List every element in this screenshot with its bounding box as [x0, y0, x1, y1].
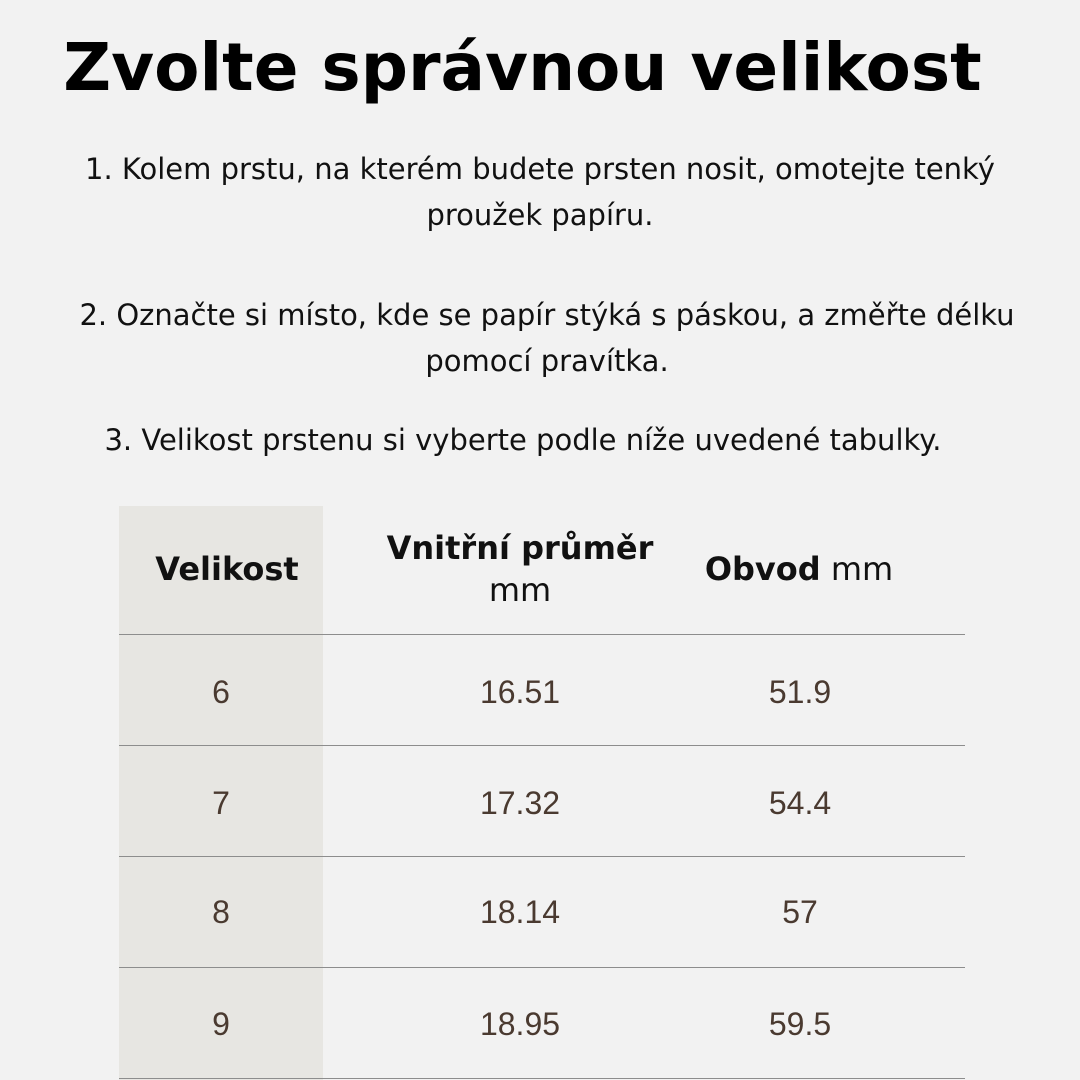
cell-inner-diameter: 18.95	[479, 1006, 561, 1042]
instruction-step-2: 2. Označte si místo, kde se papír stýká s páskou, a změřte délku pomocí pravítka.	[79, 298, 1015, 378]
header-circumference-label: Obvod	[704, 550, 821, 588]
cell-inner-diameter: 18.14	[479, 894, 561, 930]
header-inner-diameter-label: Vnitřní průměr	[386, 529, 654, 567]
header-circumference	[660, 548, 938, 590]
cell-size: 7	[212, 785, 230, 821]
row-divider	[119, 967, 965, 968]
cell-circumference: 54.4	[768, 785, 832, 821]
cell-size: 8	[212, 894, 230, 930]
header-circumference-unit: mm	[830, 550, 894, 588]
header-inner-diameter-unit: mm	[488, 571, 552, 609]
cell-inner-diameter: 17.32	[479, 785, 561, 821]
header-size: Velikost	[155, 550, 299, 588]
row-divider	[119, 856, 965, 857]
instruction-step-1: 1. Kolem prstu, na kterém budete prsten nosit, omotejte tenký proužek papíru.	[85, 152, 995, 232]
cell-circumference: 51.9	[768, 674, 832, 710]
instruction-step-3: 3. Velikost prstenu si vyberte podle níže uvedené tabulky.	[104, 423, 942, 457]
page-title: Zvolte správnou velikost	[63, 29, 982, 106]
row-divider	[119, 1078, 965, 1079]
cell-size: 9	[212, 1006, 230, 1042]
cell-inner-diameter: 16.51	[479, 674, 561, 710]
header-inner-diameter	[380, 527, 660, 611]
cell-size: 6	[212, 674, 230, 710]
row-divider	[119, 745, 965, 746]
cell-circumference: 59.5	[768, 1006, 832, 1042]
row-divider	[119, 634, 965, 635]
cell-circumference: 57	[782, 894, 818, 930]
